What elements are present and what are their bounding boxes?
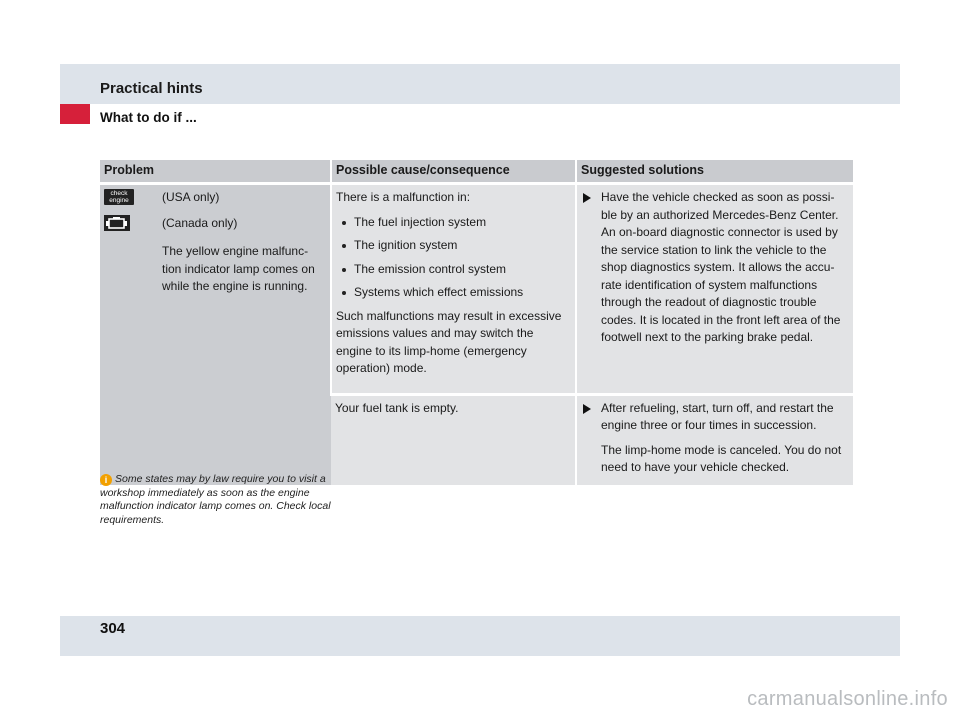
section-marker [60,104,90,124]
info-icon: i [100,474,112,486]
watermark: carmanualsonline.info [747,688,948,710]
info-note-text: Some states may by law require you to visit a workshop immediately as soon as the engine malfunction indicator lamp comes on. Check local requirements. [100,473,331,526]
column-header-cause: Possible cause/consequence [331,160,576,184]
cause-outro: Such malfunctions may result in excessive emissions values and may switch the engine to its limp-home (emergency operation) mode. [336,308,562,375]
page-number: 304 [100,620,126,637]
list-item: The ignition system [336,237,571,255]
arrow-right-icon [583,404,591,414]
troubleshooting-table [100,160,853,485]
footer-band [60,616,900,656]
solution-extra-text: The limp-home mode is canceled. You do not need to have your vehicle checked. [601,442,842,474]
solution-text: After refueling, start, turn off, and restart the engine three or four times in succession. [601,400,834,432]
section-title: Practical hints [100,80,203,97]
cause-bullet-list [336,214,571,302]
cause-cell [331,184,576,395]
engine-lamp-icon [104,215,130,231]
problem-usa-text: (USA only) [162,190,220,204]
problem-canada-line [104,215,326,237]
arrow-right-icon [583,193,591,203]
problem-canada-text: (Canada only) [162,215,238,230]
solution-step [581,400,849,435]
solution-text: Have the vehicle checked as soon as possi- ble by an authorized Mercedes-Benz Center. An on-board diagnostic connector is used by the service station to link the vehicle to the shop diagnostics system. It allows the accu- rate identification of system malfunctions through the readout of diagnostic trouble codes. It is located in the front left area of the footwell next to the parking brake pedal. [601,190,841,344]
check-engine-lamp-icon: check engine [104,189,134,205]
solution-cell [576,394,853,485]
cause-intro: Your fuel tank is empty. [335,400,459,415]
info-note [100,473,350,527]
problem-description: The yellow engine malfunc- tion indicator lamp comes on while the engine is running. [162,244,315,293]
sub-title: What to do if ... [100,110,197,125]
solution-extra [581,442,849,477]
cause-cell [331,394,576,485]
problem-cell [100,184,331,485]
list-item: The fuel injection system [336,214,571,232]
table-header-row [100,160,853,184]
column-header-problem: Problem [100,160,331,184]
list-item: The emission control system [336,261,571,279]
problem-usa-line [104,189,326,208]
table-row [100,184,853,395]
solution-step [581,189,849,347]
list-item: Systems which effect emissions [336,284,571,302]
solution-cell [576,184,853,395]
column-header-solution: Suggested solutions [576,160,853,184]
cause-intro: There is a malfunction in: [336,190,471,204]
